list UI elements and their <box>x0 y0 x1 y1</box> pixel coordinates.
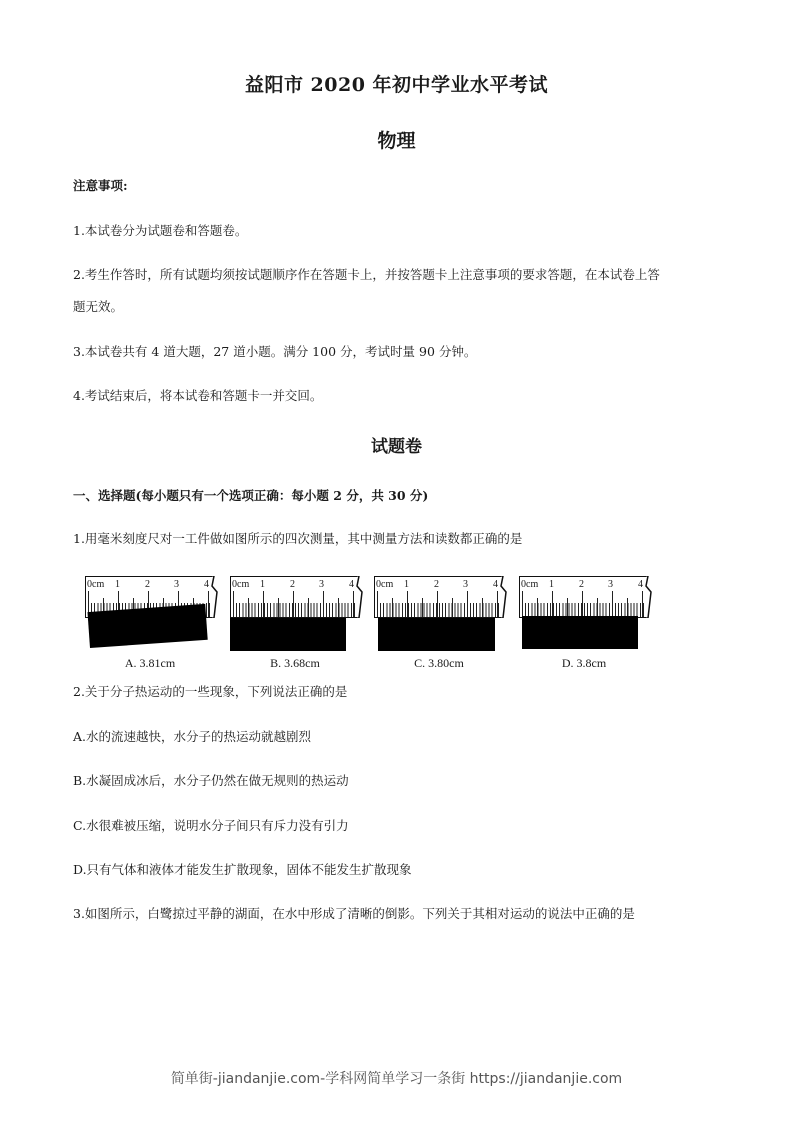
footer-watermark: 简单街-jiandanjie.com-学科网简单学习一条街 https://jiandanjie.com <box>170 1071 623 1087</box>
workpiece-block <box>522 616 638 649</box>
notice-item-1: 1.本试卷分为试题卷和答题卷。 <box>73 223 248 238</box>
ruler-icon: 0cm 1 2 3 4 <box>519 576 647 618</box>
ruler-break-icon <box>645 576 653 618</box>
ruler-figure-a <box>85 574 225 674</box>
notice-item-3: 3.本试卷共有 4 道大题，27 道小题。满分 100 分，考试时量 90 分钟。 <box>73 344 477 359</box>
ruler-figure-d <box>519 574 659 674</box>
exam-subject: 物理 <box>377 130 416 152</box>
ruler-figure-c <box>374 574 514 674</box>
ruler-figures <box>85 574 665 674</box>
notice-heading: 注意事项: <box>73 178 128 193</box>
ruler-icon: 0cm 1 2 3 4 <box>374 576 502 618</box>
notice-item-2: 2.考生作答时，所有试题均须按试题顺序作在答题卡上，并按答题卡上注意事项的要求答题，在本试卷上答 <box>73 267 660 282</box>
question-1-stem: 1.用毫米刻度尺对一工件做如图所示的四次测量，其中测量方法和读数都正确的是 <box>73 531 523 546</box>
ruler-icon: 0cm 1 2 3 4 <box>85 576 213 618</box>
ruler-break-icon <box>356 576 364 618</box>
figure-caption-d: D. 3.8cm <box>561 656 607 670</box>
notice-item-2-cont: 题无效。 <box>73 299 124 314</box>
question-2-option-d: D.只有气体和液体才能发生扩散现象，固体不能发生扩散现象 <box>73 862 412 877</box>
exam-title: 益阳市 2020 年初中学业水平考试 <box>244 74 549 96</box>
section-title: 试题卷 <box>371 437 422 457</box>
question-2-option-b: B.水凝固成冰后，水分子仍然在做无规则的热运动 <box>73 773 349 788</box>
figure-caption-b: B. 3.68cm <box>270 656 320 670</box>
workpiece-block <box>230 618 346 651</box>
question-2-stem: 2.关于分子热运动的一些现象，下列说法正确的是 <box>73 684 348 699</box>
question-2-option-c: C.水很难被压缩，说明水分子间只有斥力没有引力 <box>73 818 349 833</box>
ruler-figure-b <box>230 574 370 674</box>
ruler-break-icon <box>500 576 508 618</box>
figure-caption-a: A. 3.81cm <box>124 656 176 670</box>
question-3-stem: 3.如图所示，白鹭掠过平静的湖面，在水中形成了清晰的倒影。下列关于其相对运动的说法中正确的是 <box>73 906 635 921</box>
ruler-break-icon <box>211 576 219 618</box>
figure-caption-c: C. 3.80cm <box>414 656 464 670</box>
ruler-icon: 0cm 1 2 3 4 <box>230 576 358 618</box>
question-2-option-a: A.水的流速越快，水分子的热运动就越剧烈 <box>73 729 312 744</box>
workpiece-block <box>87 604 207 648</box>
workpiece-block <box>378 618 495 651</box>
part-heading: 一、选择题(每小题只有一个选项正确：每小题 2 分，共 30 分) <box>73 488 429 503</box>
notice-item-4: 4.考试结束后，将本试卷和答题卡一并交回。 <box>73 388 323 403</box>
